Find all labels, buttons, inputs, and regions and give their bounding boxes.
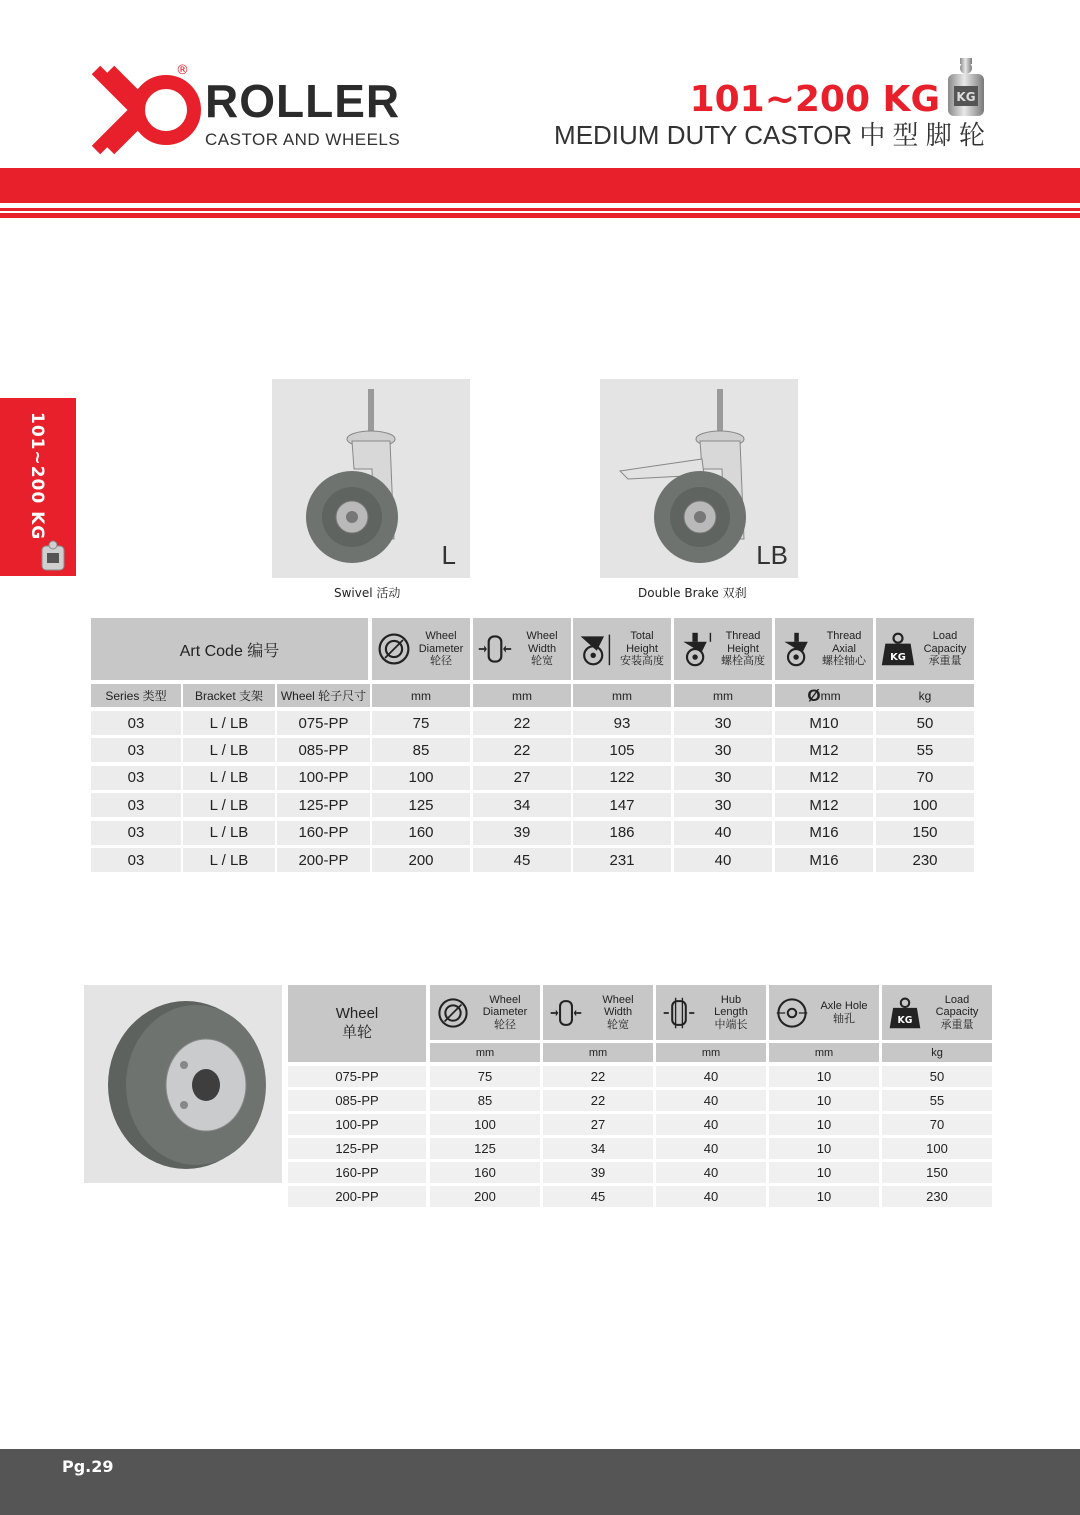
castor-table-cell: 34 [473, 793, 571, 817]
wheel-header-line: Wheel [335, 1004, 379, 1022]
castor-table-cell: M12 [775, 766, 873, 790]
wheel-table-cell: 40 [656, 1162, 766, 1183]
castor-col-header [372, 618, 470, 680]
castor-table-cell: 30 [674, 766, 772, 790]
load-capacity-icon [888, 996, 922, 1030]
wheel-table-cell: 40 [656, 1186, 766, 1207]
castor-table-cell: 186 [573, 821, 671, 845]
wheel-table-cell: 27 [543, 1114, 653, 1135]
wheel-col-label-line: 轮径 [494, 1018, 516, 1031]
wheel-table-cell: 160 [430, 1162, 540, 1183]
wheel-table-cell: 55 [882, 1090, 992, 1111]
wheel-col-header [882, 985, 992, 1040]
unit-label: mm [411, 688, 431, 703]
wheel-col-label-line: Hub [720, 993, 742, 1006]
castor-table-cell: 39 [473, 821, 571, 845]
wheel-col-label-line: Wheel [489, 993, 521, 1006]
load-capacity-icon [880, 631, 916, 667]
page-number: Pg.29 [62, 1457, 114, 1476]
brand-tagline: CASTOR AND WHEELS [205, 130, 401, 149]
castor-col-label [714, 630, 772, 668]
wheel-table-cell: 40 [656, 1138, 766, 1159]
castor-col-label-line: Height [626, 642, 658, 655]
castor-col-label-line: 轮宽 [531, 655, 553, 668]
wheel-table-cell: 125 [430, 1138, 540, 1159]
castor-table-cell: 125-PP [277, 793, 370, 817]
wheel-table-cell: 39 [543, 1162, 653, 1183]
wheel-header-line: 单轮 [341, 1023, 372, 1041]
wheel-col-label-line: 中端长 [714, 1018, 748, 1031]
wheel-col-label-line: Capacity [935, 1006, 979, 1019]
brand-name: ROLLER [205, 75, 401, 127]
castor-table-cell: 100 [372, 766, 470, 790]
castor-col-label-line: Wheel [425, 630, 457, 643]
wheel-col-label-line: 承重量 [940, 1018, 974, 1031]
header-divider [0, 211, 1080, 213]
castor-col-label-line: 承重量 [928, 655, 962, 668]
castor-col-header [573, 618, 671, 680]
castor-table-cell: 22 [473, 738, 571, 762]
castor-col-label-line: 螺栓轴心 [822, 655, 866, 668]
wheel-table-cell: 100 [430, 1114, 540, 1135]
castor-unit-cell [573, 684, 671, 707]
wheel-diameter-icon [436, 996, 470, 1030]
castor-col-label-line: Width [527, 642, 557, 655]
wheel-table-cell: 10 [769, 1114, 879, 1135]
hub-length-icon [662, 996, 696, 1030]
thread-height-icon [678, 631, 714, 667]
wheel-table-cell: 150 [882, 1162, 992, 1183]
wheel-col-label [583, 994, 653, 1032]
castor-table-cell: 03 [91, 738, 181, 762]
wheel-table-cell: 10 [769, 1186, 879, 1207]
castor-col-label [916, 630, 974, 668]
castor-col-label-line: Total [630, 630, 654, 643]
castor-col-label-line: 螺栓高度 [721, 655, 765, 668]
wheel-table-cell: 10 [769, 1138, 879, 1159]
wheel-table-cell: 22 [543, 1066, 653, 1087]
castor-col-label-line: Height [727, 642, 759, 655]
castor-table-cell: 03 [91, 848, 181, 872]
product-letter-lb: LB [756, 540, 788, 570]
wheel-col-label-line: Diameter [482, 1006, 528, 1019]
castor-col-header [473, 618, 571, 680]
castor-table-cell: L / LB [183, 711, 275, 735]
wheel-width-icon [549, 996, 583, 1030]
castor-col-header [876, 618, 974, 680]
footer-bar [0, 1449, 1080, 1515]
castor-table-cell: 50 [876, 711, 974, 735]
castor-unit-cell [372, 684, 470, 707]
wheel-diameter-icon [376, 631, 412, 667]
castor-table-cell: M16 [775, 848, 873, 872]
unit-label: mm [512, 688, 532, 703]
castor-table-cell: 22 [473, 711, 571, 735]
castor-col-header [674, 618, 772, 680]
castor-table-cell: 200 [372, 848, 470, 872]
castor-col-label [412, 630, 470, 668]
wheel-col-label-line: Width [603, 1006, 633, 1019]
castor-table-cell: 150 [876, 821, 974, 845]
castor-col-label-line: Load [932, 630, 958, 643]
castor-table-cell: 03 [91, 766, 181, 790]
wheel-unit-cell: mm [543, 1043, 653, 1062]
caption-swivel: Swivel 活动 [334, 586, 401, 600]
wheel-unit-cell: mm [656, 1043, 766, 1062]
art-code-header: Art Code 编号 [91, 618, 368, 680]
unit-label: kg [918, 688, 932, 703]
castor-photo-double-brake [600, 379, 798, 578]
caption-double-brake: Double Brake 双刹 [638, 586, 747, 600]
wheel-table-cell: 10 [769, 1162, 879, 1183]
unit-label: mm [820, 688, 841, 703]
wheel-col-label [922, 994, 992, 1032]
castor-table-cell: 55 [876, 738, 974, 762]
castor-table-cell: 75 [372, 711, 470, 735]
castor-table-cell: 075-PP [277, 711, 370, 735]
castor-table-cell: 100-PP [277, 766, 370, 790]
wheel-photo [84, 985, 282, 1183]
svg-text:KG: KG [890, 651, 906, 663]
svg-text:KG: KG [897, 1014, 913, 1026]
castor-table-cell: 147 [573, 793, 671, 817]
castor-table-cell: 03 [91, 821, 181, 845]
castor-sub-header: Wheel 轮子尺寸 [277, 684, 370, 707]
wheel-icon [84, 985, 282, 1183]
castor-col-label-line: 轮径 [430, 655, 452, 668]
castor-table-cell: M12 [775, 793, 873, 817]
wheel-unit-cell: mm [769, 1043, 879, 1062]
castor-unit-cell [876, 684, 974, 707]
castor-sub-header: Series 类型 [91, 684, 181, 707]
castor-table-cell: M12 [775, 738, 873, 762]
wheel-table-cell: 40 [656, 1114, 766, 1135]
wheel-unit-cell: kg [882, 1043, 992, 1062]
castor-table-cell: L / LB [183, 848, 275, 872]
castor-table-cell: 40 [674, 821, 772, 845]
castor-table-cell: 100 [876, 793, 974, 817]
wheel-table-cell: 75 [430, 1066, 540, 1087]
castor-table-cell: 30 [674, 738, 772, 762]
wheel-col-label [809, 1000, 879, 1025]
registered-mark: ® [176, 63, 189, 78]
castor-unit-cell [775, 684, 873, 707]
castor-table-cell: 160-PP [277, 821, 370, 845]
castor-table-cell: L / LB [183, 738, 275, 762]
wheel-col-label [470, 994, 540, 1032]
castor-table-cell: 231 [573, 848, 671, 872]
header-red-band [0, 168, 1080, 203]
castor-table-cell: 30 [674, 793, 772, 817]
castor-col-header [775, 618, 873, 680]
wheel-table-cell: 85 [430, 1090, 540, 1111]
castor-col-label [815, 630, 873, 668]
product-letter-l: L [441, 540, 456, 570]
wheel-col-header [656, 985, 766, 1040]
unit-label: mm [713, 688, 733, 703]
castor-table-cell: 70 [876, 766, 974, 790]
wheel-col-label-line: 轴孔 [833, 1012, 855, 1025]
castor-table-cell: 122 [573, 766, 671, 790]
castor-table-cell: 125 [372, 793, 470, 817]
wheel-table-cell: 075-PP [288, 1066, 426, 1087]
unit-label: mm [612, 688, 632, 703]
load-range-title: 101~200 KG [689, 79, 940, 120]
wheel-table-cell: 50 [882, 1066, 992, 1087]
wheel-table-cell: 160-PP [288, 1162, 426, 1183]
svg-text:KG: KG [956, 90, 976, 104]
side-weight-icon [40, 540, 66, 572]
wheel-table-cell: 100 [882, 1138, 992, 1159]
castor-col-label-line: Thread [725, 630, 761, 643]
wheel-table-cell: 10 [769, 1090, 879, 1111]
castor-photo-swivel [272, 379, 470, 578]
wheel-table-cell: 10 [769, 1066, 879, 1087]
wheel-table-cell: 22 [543, 1090, 653, 1111]
castor-table-cell: 03 [91, 793, 181, 817]
castor-unit-cell [674, 684, 772, 707]
castor-sub-header: Bracket 支架 [183, 684, 275, 707]
wheel-table-cell: 125-PP [288, 1138, 426, 1159]
castor-table-cell: 105 [573, 738, 671, 762]
wheel-table-cell: 34 [543, 1138, 653, 1159]
wheel-col-label-line: 轮宽 [607, 1018, 629, 1031]
wheel-unit-cell: mm [430, 1043, 540, 1062]
castor-col-label-line: Thread [826, 630, 862, 643]
wheel-header [288, 985, 426, 1062]
castor-table-cell: 27 [473, 766, 571, 790]
castor-table-cell: 200-PP [277, 848, 370, 872]
castor-table-cell: 40 [674, 848, 772, 872]
castor-col-label [513, 630, 571, 668]
weight-kg-icon [945, 58, 987, 118]
duty-title: MEDIUM DUTY CASTOR 中 型 脚 轮 [554, 120, 985, 150]
wheel-table-cell: 100-PP [288, 1114, 426, 1135]
header-red-line [0, 208, 1080, 218]
castor-table-cell: L / LB [183, 766, 275, 790]
wheel-table-cell: 40 [656, 1066, 766, 1087]
castor-table-cell: 085-PP [277, 738, 370, 762]
wheel-width-icon [477, 631, 513, 667]
thread-axial-icon [779, 631, 815, 667]
castor-table-cell: M10 [775, 711, 873, 735]
castor-table-cell: 45 [473, 848, 571, 872]
castor-col-label [613, 630, 671, 668]
total-height-icon [577, 631, 613, 667]
wheel-table-cell: 200-PP [288, 1186, 426, 1207]
wheel-table-cell: 45 [543, 1186, 653, 1207]
side-tab-label: 101~200 KG [27, 412, 47, 541]
castor-table-cell: 230 [876, 848, 974, 872]
wheel-table-cell: 230 [882, 1186, 992, 1207]
wheel-table-cell: 085-PP [288, 1090, 426, 1111]
castor-table-cell: 93 [573, 711, 671, 735]
castor-col-label-line: Diameter [418, 642, 464, 655]
diameter-symbol: Ø [807, 685, 821, 705]
swivel-castor-icon [272, 379, 470, 578]
wheel-col-header [769, 985, 879, 1040]
wheel-col-label-line: Load [944, 993, 970, 1006]
wheel-table-cell: 40 [656, 1090, 766, 1111]
castor-col-label-line: 安装高度 [620, 655, 664, 668]
castor-col-label-line: Capacity [923, 642, 967, 655]
castor-table-cell: L / LB [183, 821, 275, 845]
wheel-table-cell: 200 [430, 1186, 540, 1207]
wheel-col-header [543, 985, 653, 1040]
castor-table-cell: 03 [91, 711, 181, 735]
castor-col-label-line: Axial [832, 642, 856, 655]
wheel-col-label-line: Length [714, 1006, 748, 1019]
castor-col-label-line: Wheel [526, 630, 558, 643]
axle-hole-icon [775, 996, 809, 1030]
wheel-col-label-line: Wheel [602, 993, 634, 1006]
castor-unit-cell [473, 684, 571, 707]
castor-table-cell: 30 [674, 711, 772, 735]
castor-table-cell: M16 [775, 821, 873, 845]
castor-table-cell: 160 [372, 821, 470, 845]
wheel-col-label-line: Axle Hole [820, 999, 868, 1012]
wheel-col-header [430, 985, 540, 1040]
castor-table-cell: 85 [372, 738, 470, 762]
castor-table-cell: L / LB [183, 793, 275, 817]
wheel-table-cell: 70 [882, 1114, 992, 1135]
wheel-col-label [696, 994, 766, 1032]
